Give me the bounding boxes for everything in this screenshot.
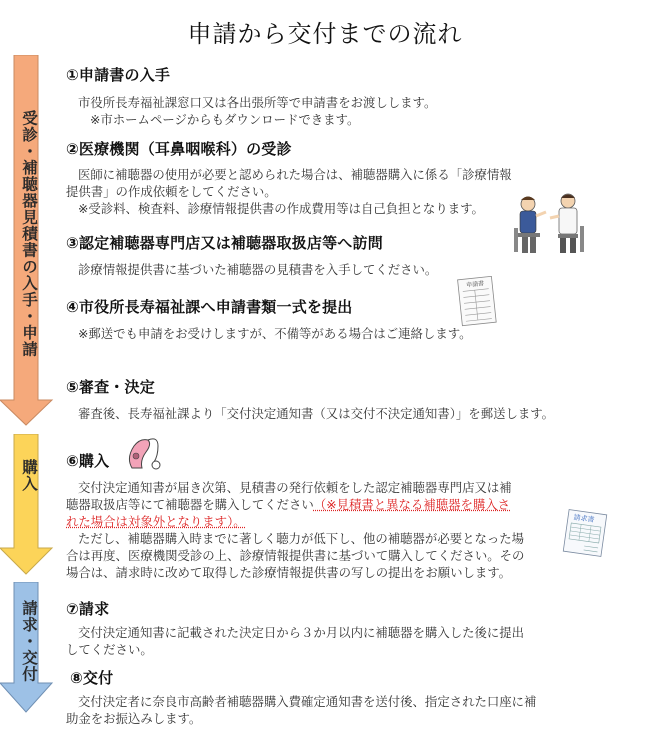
red-warning-note-part2: れた場合は対象外となります）。 [66,514,246,529]
section-7-heading: ⑦請求 [66,600,110,618]
section-4-heading: ④市役所長寿福祉課へ申請書類一式を提出 [66,298,353,316]
section-4-note: ※郵送でも申請をお受けしますが、不備等がある場合はご連絡します。 [78,326,472,341]
section-5-heading: ⑤審査・決定 [66,378,155,396]
svg-text:申請書: 申請書 [465,280,485,290]
section-5-text: 審査後、長寿福祉課より「交付決定通知書（又は交付不決定通知書）」を郵送します。 [78,406,555,421]
section-2-text-line1: 医師に補聴器の使用が必要と認められた場合は、補聴器購入に係る「診療情報 [78,167,512,182]
arrow-label-claim: 請求・交付 [20,599,38,683]
section-6-red-note-line [66,513,246,530]
section-8-text-line2: 助金をお振込みします。 [66,711,202,726]
page-title: 申請から交付までの流れ [187,20,463,48]
flow-arrow-purchase [0,434,52,576]
flow-arrow-claim [0,582,52,714]
section-7-text-line1: 交付決定通知書に記載された決定日から３か月以内に補聴器を購入した後に提出 [78,625,525,640]
doctor-consultation-illustration [510,190,588,256]
section-2-heading: ②医療機関（耳鼻咽喉科）の受診 [66,140,292,158]
section-1-text: 市役所長寿福祉課窓口又は各出張所等で申請書をお渡しします。 [78,95,437,110]
section-1-note: ※市ホームページからもダウンロードできます。 [90,112,360,127]
svg-text:請求書: 請求書 [573,513,595,525]
section-6-heading: ⑥購入 [66,452,110,470]
red-warning-note-part1: （※見積書と異なる補聴器を購入さ [313,497,511,512]
section-7-text-line2: してください。 [66,642,153,657]
arrow-label-purchase: 購入 [20,458,38,492]
application-form-illustration [456,276,498,328]
section-8-text-line1: 交付決定者に奈良市高齢者補聴器購入費確定通知書を送付後、指定された口座に補 [78,694,537,709]
section-2-text-line2: 提供書」の作成依頼をしてください。 [66,184,277,199]
section-6-text-line5: 場合は、請求時に改めて取得した診療情報提供書の写しの提出をお願いします。 [66,565,512,580]
section-3-text: 診療情報提供書に基づいた補聴器の見積書を入手してください。 [78,262,438,277]
hearing-aid-illustration [124,434,168,472]
section-2-note: ※受診料、検査料、診療情報提供書の作成費用等は自己負担となります。 [78,201,484,216]
section-6-text-line1: 交付決定通知書が届き次第、見積書の発行依頼をした認定補聴器専門店又は補 [78,480,512,495]
section-6-text-line3: ただし、補聴器購入時までに著しく聴力が低下し、他の補聴器が必要となった場 [78,531,525,546]
section-3-heading: ③認定補聴器専門店又は補聴器取扱店等へ訪問 [66,234,383,252]
arrow-label-application: 受診・補聴器見積書の入手・申請 [20,110,38,358]
section-6-text-line4: 合は再度、医療機関受診の上、診療情報提供書に基づいて購入してください。その [66,548,525,563]
section-6-text-line2-main: 聴器取扱店等にて補聴器を購入してください [66,497,314,512]
section-8-heading: ⑧交付 [70,669,114,687]
flow-arrow-application [0,55,52,427]
section-1-heading: ①申請書の入手 [66,66,171,84]
section-6-text-line2 [66,496,510,513]
invoice-illustration [560,508,610,558]
